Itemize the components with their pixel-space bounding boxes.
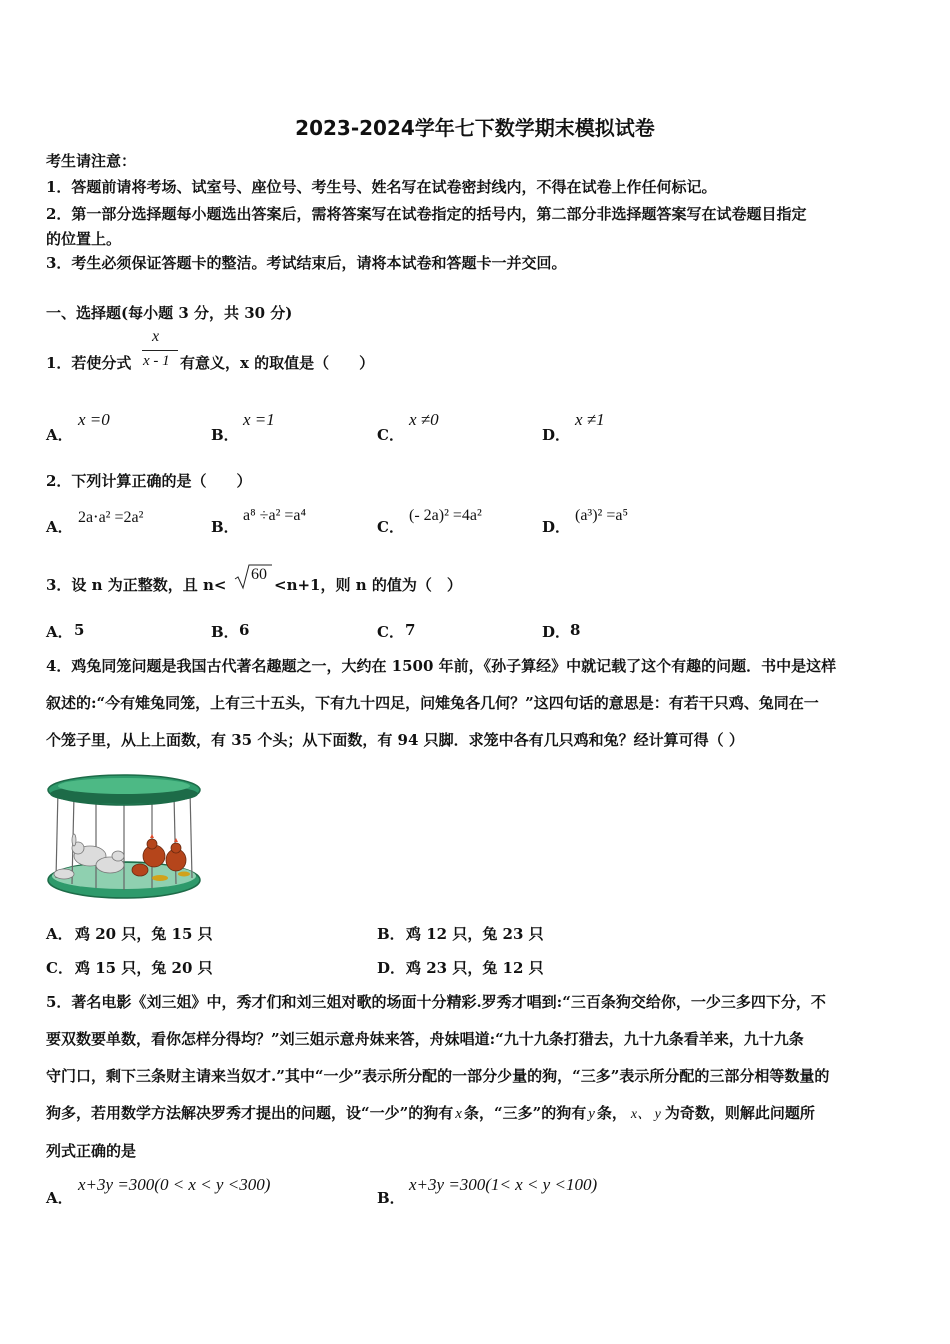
q4-line-3: 个笼子里，从上上面数，有 35 个头；从下面数，有 94 只脚．求笼中各有几只鸡和兔？经计算可得（ ） <box>46 731 744 749</box>
q4-line-1: 4．鸡兔同笼问题是我国古代著名趣题之一，大约在 1500 年前，《孙子算经》中就记载了这个有趣的问题．书中是这样 <box>46 657 837 675</box>
notice-item-1: 1．答题前请将考场、试室号、座位号、考生号、姓名写在试卷密封线内，不得在试卷上作任何标记。 <box>46 178 717 196</box>
q2-option-d-label: D． <box>542 518 571 536</box>
q5-line-2: 要双数要单数，看你怎样分得均？”刘三姐示意舟妹来答，舟妹唱道:“九十九条打猎去，九十九条看羊来，九十九条 <box>46 1030 804 1048</box>
q1-option-d-label: D． <box>542 426 571 444</box>
q5-line-4-part-c: 条， <box>596 1104 627 1122</box>
q1-option-b-expr: x =1 <box>243 410 275 429</box>
section-heading: 一、选择题(每小题 3 分，共 30 分) <box>46 304 293 322</box>
page-title: 2023-2024学年七下数学期末模拟试卷 <box>295 116 655 140</box>
q5-line-3: 守门口，剩下三条财主请来当奴才.”其中“一少”表示所分配的一部分少量的狗，“三多”表示所分配的三部分相等数量的 <box>46 1067 830 1085</box>
q5-line-4-part-a: 狗多，若用数学方法解决罗秀才提出的问题，设“一少”的狗有 <box>46 1104 454 1122</box>
q1-option-b-label: B． <box>211 426 239 444</box>
q5-option-a-label: A． <box>46 1189 73 1207</box>
q5-vars-xy: x、 y <box>630 1107 661 1122</box>
notice-item-3: 3．考生必须保证答题卡的整洁。考试结束后，请将本试卷和答题卡一并交回。 <box>46 254 567 272</box>
q2-option-a-label: A． <box>46 518 73 536</box>
q3-option-c-label: C． <box>377 623 404 641</box>
q3-option-d-label: D． <box>542 623 571 641</box>
q5-line-1: 5．著名电影《刘三姐》中，秀才们和刘三姐对歌的场面十分精彩.罗秀才唱到:“三百条狗交给你，一少三多四下分，不 <box>46 993 826 1011</box>
q5-var-y: y <box>588 1106 595 1122</box>
q3-option-a-label: A． <box>46 623 73 641</box>
q1-option-c-expr: x ≠0 <box>409 410 439 429</box>
q2-option-c-label: C． <box>377 518 404 536</box>
q3-option-b-label: B． <box>211 623 239 641</box>
chicken-rabbit-cage-illustration <box>44 770 204 905</box>
q1-option-d-expr: x ≠1 <box>575 410 605 429</box>
q3-option-a-value: 5 <box>74 621 85 639</box>
q1-option-a-label: A． <box>46 426 73 444</box>
q2-option-c-expr: (- 2a)² =4a² <box>409 507 482 524</box>
notice-item-2-cont: 的位置上。 <box>46 230 122 248</box>
q1-fraction-bar <box>142 350 178 351</box>
q1-option-c-label: C． <box>377 426 404 444</box>
q2-option-b-expr: a⁸ ÷a² =a⁴ <box>243 507 307 524</box>
q1-fraction-denominator: x - 1 <box>143 353 170 369</box>
q2-option-a-expr: 2a⋅a² =2a² <box>78 509 144 526</box>
q3-option-c-value: 7 <box>405 621 416 639</box>
q4-option-a-label: A． <box>46 925 73 943</box>
q5-option-a-expr: x+3y =300(0 < x < y <300) <box>78 1175 271 1194</box>
q5-line-4-part-d: 为奇数，则解此问题所 <box>664 1104 815 1122</box>
q3-radicand: 60 <box>251 566 267 583</box>
q5-line-4 <box>46 1102 815 1123</box>
q4-option-b-label: B． <box>377 925 405 943</box>
q4-option-a-text: 鸡 20 只，兔 15 只 <box>75 925 213 943</box>
q4-line-2: 叙述的:“今有雉兔同笼，上有三十五头，下有九十四足，问雉兔各几何？”这四句话的意思是：有若干只鸡、兔同在一 <box>46 694 819 712</box>
q4-option-c-text: 鸡 15 只，兔 20 只 <box>75 959 213 977</box>
q4-option-c-label: C． <box>46 959 73 977</box>
q5-option-b-expr: x+3y =300(1< x < y <100) <box>409 1175 598 1194</box>
q3-option-d-value: 8 <box>570 621 581 639</box>
notice-heading: 考生请注意： <box>46 152 137 170</box>
q1-fraction-numerator: x <box>152 328 160 345</box>
q2-stem: 2．下列计算正确的是（ ） <box>46 472 252 490</box>
q2-option-b-label: B． <box>211 518 239 536</box>
q5-line-4-part-b: 条，“三多”的狗有 <box>463 1104 587 1122</box>
q3-option-b-value: 6 <box>239 621 250 639</box>
q1-suffix: 有意义，x 的取值是（ ） <box>180 354 375 372</box>
notice-item-2: 2．第一部分选择题每小题选出答案后，需将答案写在试卷指定的括号内，第二部分非选择题答案写在试卷题目指定 <box>46 205 807 223</box>
q1-prefix: 1．若使分式 <box>46 354 132 372</box>
q5-option-b-label: B． <box>377 1189 405 1207</box>
q5-line-5: 列式正确的是 <box>46 1142 137 1160</box>
q4-option-d-label: D． <box>377 959 406 977</box>
q5-var-x: x <box>455 1106 462 1122</box>
q2-option-d-expr: (a³)² =a⁵ <box>575 507 629 524</box>
q1-option-a-expr: x =0 <box>78 410 110 429</box>
q4-option-d-text: 鸡 23 只，兔 12 只 <box>406 959 544 977</box>
q3-prefix: 3．设 n 为正整数，且 n< <box>46 576 227 594</box>
q4-option-b-text: 鸡 12 只，兔 23 只 <box>406 925 544 943</box>
q3-suffix: <n+1，则 n 的值为（ ） <box>274 576 462 594</box>
